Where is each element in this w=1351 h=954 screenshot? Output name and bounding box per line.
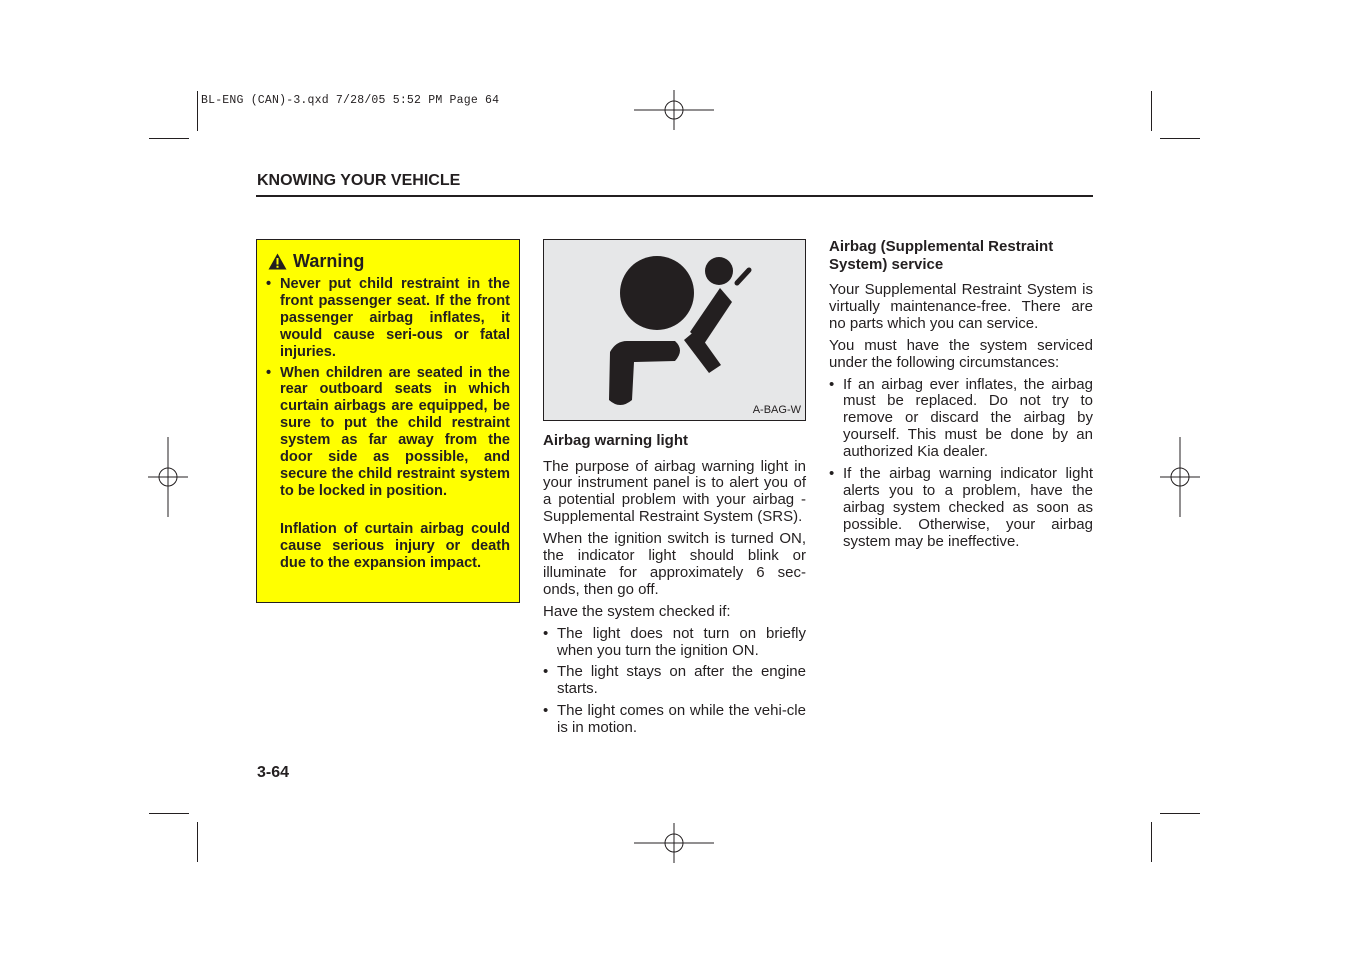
- list-item: • If an airbag ever inflates, the airbag must be replaced. Do not try to remove or discard the airbag by yourself. This must be done by an authorized Kia dealer.: [829, 377, 1093, 462]
- registration-mark-right: [1160, 437, 1200, 517]
- print-slug: BL-ENG (CAN)-3.qxd 7/28/05 5:52 PM Page 64: [201, 94, 500, 107]
- paragraph: Your Supplemental Restraint System is virtually maintenance-free. There are no parts which you can service.: [829, 281, 1093, 332]
- list-item: • The light stays on after the engine starts.: [543, 664, 806, 698]
- header-rule: [256, 195, 1093, 197]
- list-item: • The light comes on while the vehi-cle is in motion.: [543, 703, 806, 737]
- airbag-figure: [543, 239, 806, 421]
- check-list: [543, 626, 806, 737]
- paragraph: Have the system checked if:: [543, 602, 731, 620]
- warning-extra: Inflation of curtain airbag could cause serious injury or death due to the expansion impact.: [280, 521, 510, 571]
- registration-mark-top: [634, 90, 714, 130]
- list-item: • The light does not turn on briefly when you turn the ignition ON.: [543, 626, 806, 660]
- paragraph: You must have the system serviced under the following circumstances:: [829, 336, 1093, 371]
- airbag-service-section: [829, 238, 1093, 556]
- warning-item: • When children are seated in the rear outboard seats in which curtain airbags are equipped, be sure to put the child restraint system as far away from the door side as possible, and secure the child restraint system to be locked in position.: [266, 365, 510, 500]
- section-heading: Airbag warning light: [543, 432, 688, 449]
- warning-box: [256, 239, 520, 603]
- list-item: • If the airbag warning indicator light alerts you to a problem, have the airbag system checked as soon as possible. Otherwise, your airbag system may be ineffective.: [829, 466, 1093, 551]
- paragraph: When the ignition switch is turned ON, the indicator light should blink or illuminate for approximately 6 sec-onds, then go off.: [543, 530, 806, 598]
- airbag-warning-light-section: [543, 432, 806, 742]
- section-heading: Airbag (Supplemental Restraint System) service: [829, 238, 1054, 273]
- figure-code: A-BAG-W: [752, 404, 801, 416]
- airbag-warning-icon: [544, 240, 805, 420]
- paragraph: The purpose of airbag warning light in your instrument panel is to alert you of a potential problem with your airbag - Supplemental Restraint System (SRS).: [543, 457, 806, 526]
- section-title: KNOWING YOUR VEHICLE: [257, 172, 461, 189]
- warning-heading: [268, 251, 364, 272]
- registration-mark-left: [148, 437, 188, 517]
- warning-item: • Never put child restraint in the front passenger seat. If the front passenger airbag inflates, it would cause seri-ous or fatal injuries.: [266, 276, 510, 361]
- registration-mark-bottom: [634, 823, 714, 863]
- warning-title: Warning: [293, 251, 365, 271]
- warning-list: [266, 276, 510, 504]
- page-number: 3-64: [257, 764, 290, 781]
- service-list: [829, 377, 1093, 551]
- warning-triangle-icon: [268, 253, 287, 270]
